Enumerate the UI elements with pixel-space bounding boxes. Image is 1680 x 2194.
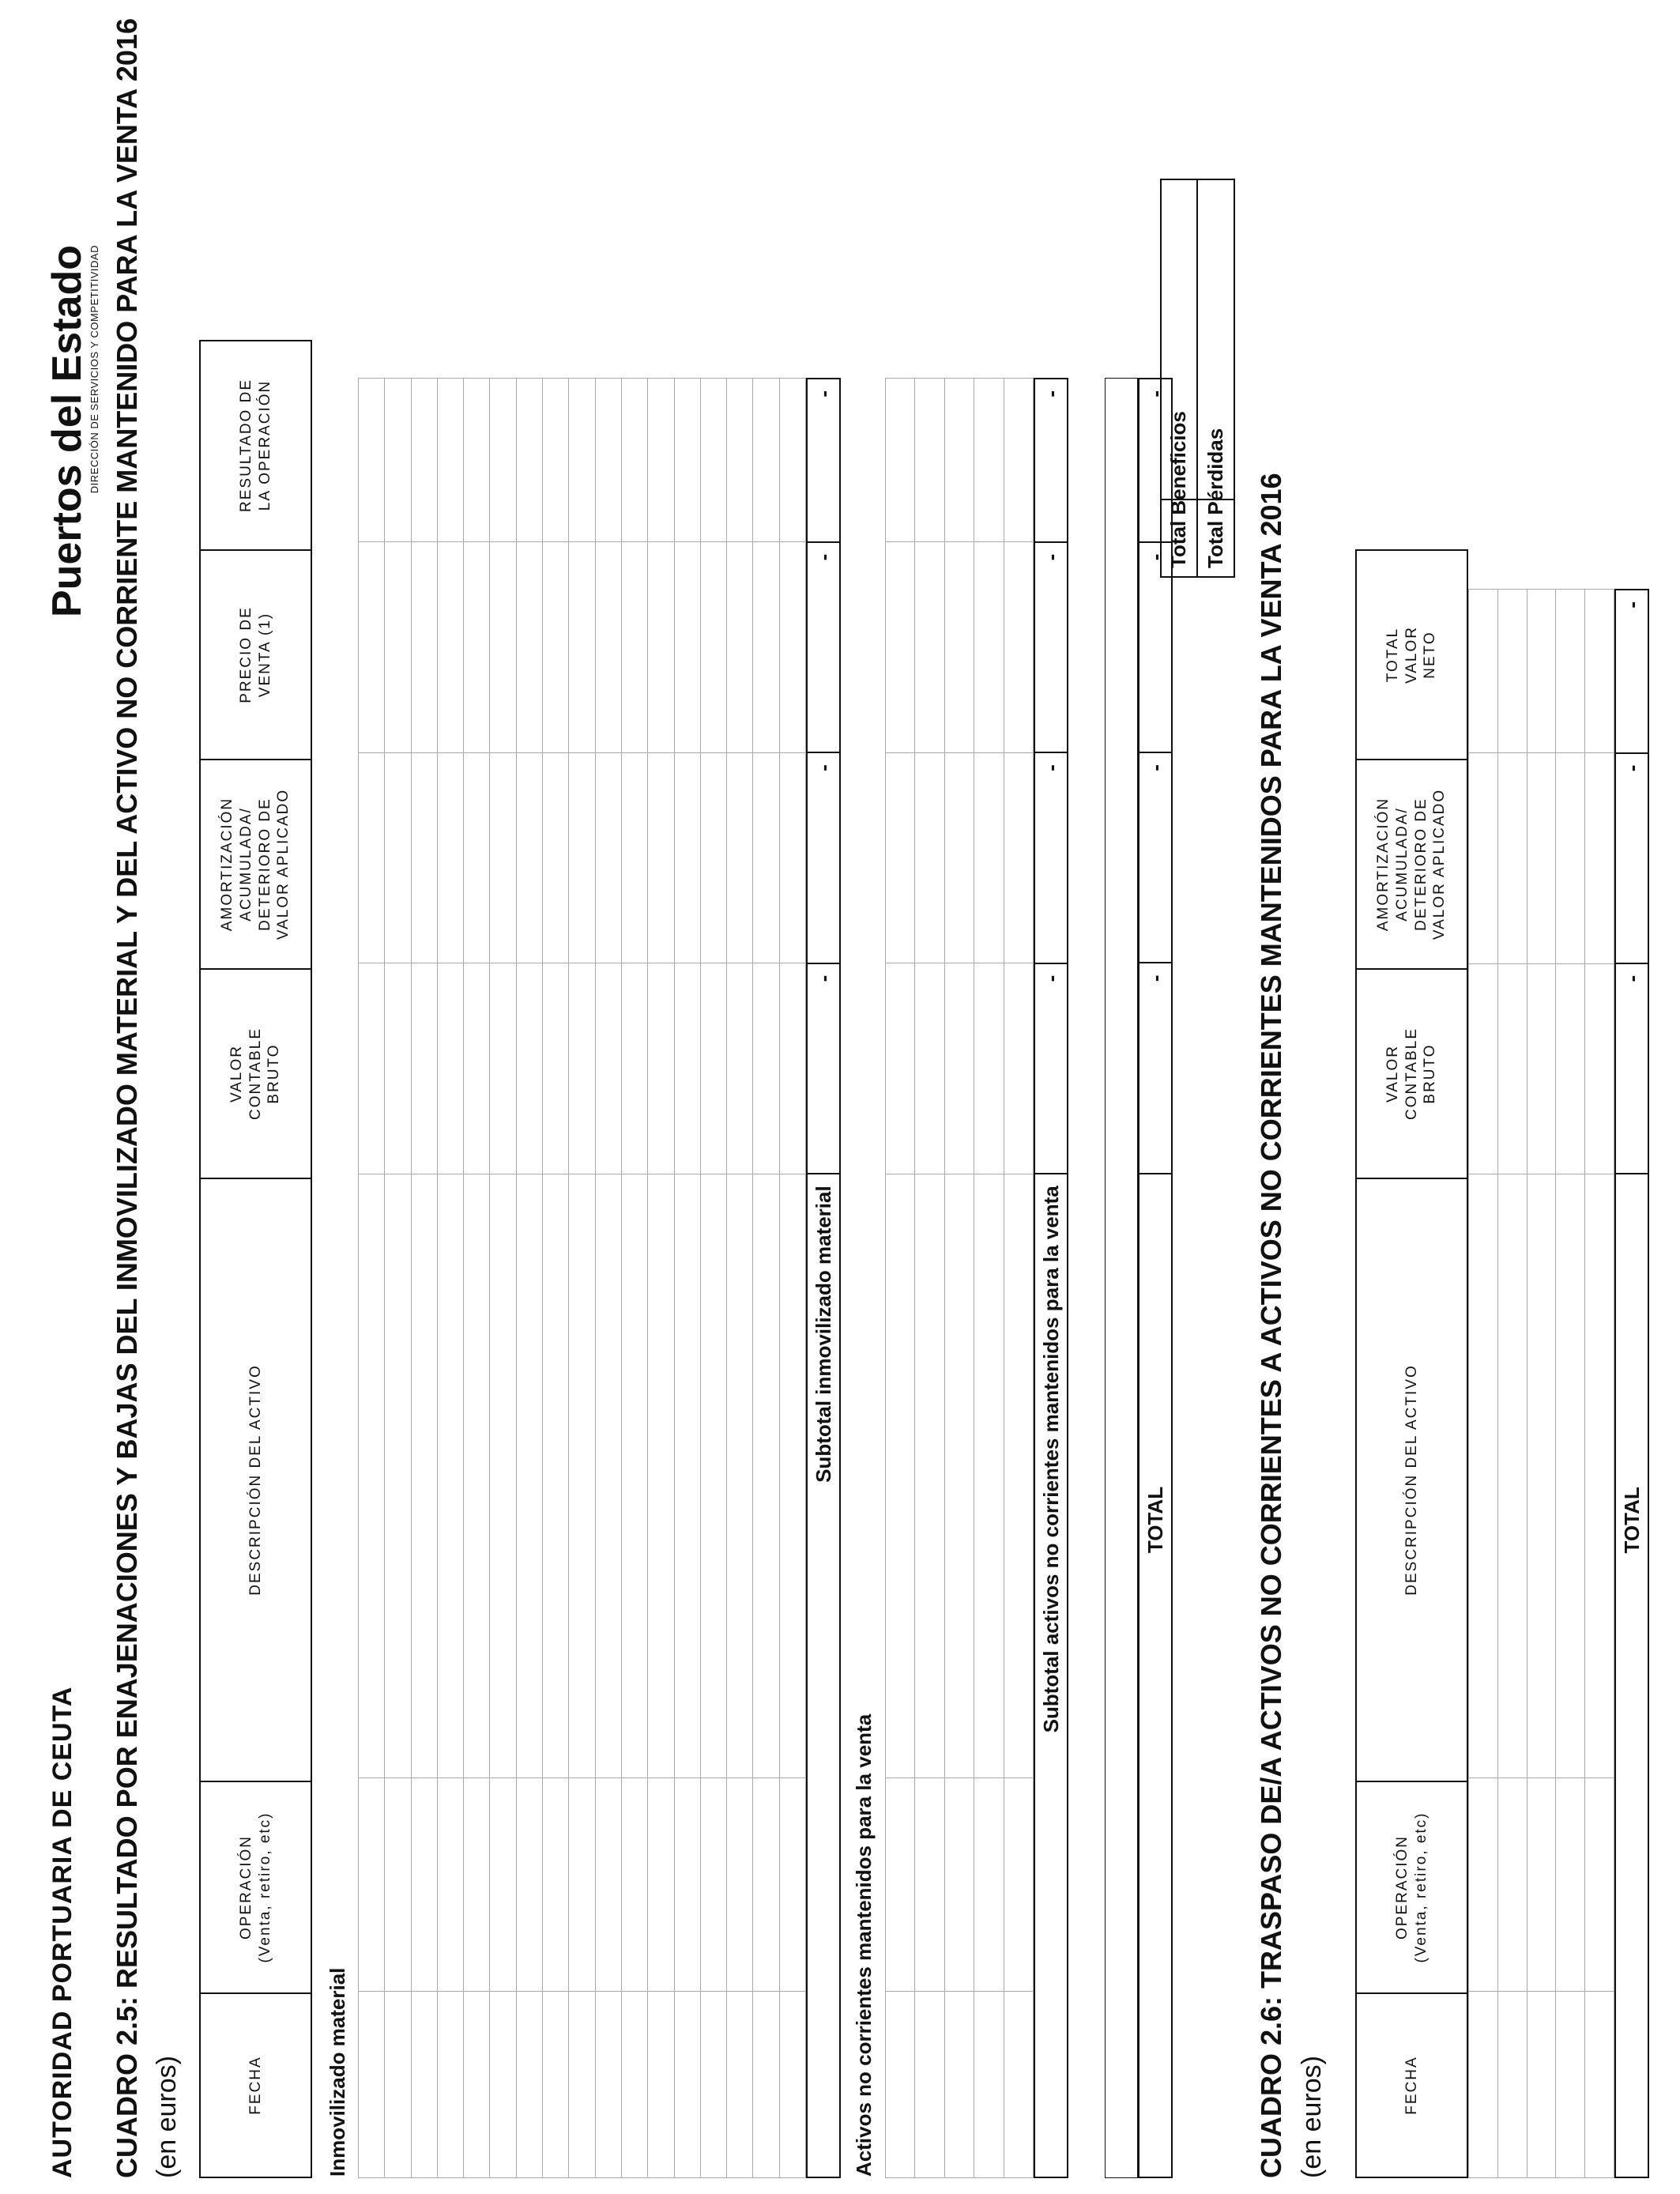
subtotal-inmovilizado-label: Subtotal inmovilizado material [811, 1186, 835, 1483]
col-operacion: OPERACIÓN (Venta, retiro, etc) [199, 1781, 312, 1994]
cuadro-2-5-units: (en euros) [152, 2056, 182, 2178]
subtotal-value: - [808, 379, 839, 543]
col-fecha: FECHA [199, 1992, 312, 2178]
subtotal-value: - [808, 543, 839, 754]
cuadro-2-6-rows [1468, 589, 1614, 2178]
total-blank-row [1105, 378, 1138, 2178]
total-value: - [1139, 963, 1171, 1174]
total-beneficios-row [1162, 180, 1198, 576]
col-valor-bruto: VALOR CONTABLE BRUTO [1355, 968, 1468, 1179]
brand-title: Puertos del Estado [44, 245, 90, 617]
total-value: - [1139, 543, 1171, 753]
col-descripcion: DESCRIPCIÓN DEL ACTIVO [1355, 1178, 1468, 1782]
subtotal-value: - [808, 753, 839, 964]
total-row [1138, 378, 1173, 2178]
subtotal-value: - [1035, 543, 1067, 754]
total-value: - [1616, 754, 1648, 964]
total-value: - [1616, 590, 1648, 754]
col-resultado: RESULTADO DE LA OPERACIÓN [199, 340, 312, 551]
beneficios-perdidas-box [1160, 179, 1235, 578]
inmovilizado-material-rows [358, 378, 806, 2178]
total-value: - [1139, 753, 1171, 963]
col-amortizacion: AMORTIZACIÓN ACUMULADA/ DETERIORO DE VALOR APLICADO [199, 759, 312, 970]
total-perdidas-value [1198, 180, 1234, 499]
subtotal-value: - [1035, 753, 1067, 964]
cuadro-2-5-header-row [199, 340, 312, 2178]
col-precio-venta: PRECIO DE VENTA (1) [199, 549, 312, 760]
section-inmovilizado-material: Inmovilizado material [326, 1967, 349, 2177]
subtotal-activos-label: Subtotal activos no corrientes mantenidos para la venta [1038, 1186, 1063, 1733]
total-beneficios-label: Total Beneficios [1162, 499, 1196, 576]
col-total-valor-neto: TOTAL VALOR NETO [1355, 549, 1468, 760]
cuadro-2-5-title: CUADRO 2.5: RESULTADO POR ENAJENACIONES Y BAJAS DEL INMOVILIZADO MATERIAL Y DEL ACTIVO NO CORRIENTE MANTENIDO PARA LA VENTA 2016 [111, 18, 143, 2178]
col-fecha: FECHA [1355, 1992, 1468, 2178]
cuadro-2-6-title: CUADRO 2.6: TRASPASO DE/A ACTIVOS NO CORRIENTES A ACTIVOS NO CORRIENTES MANTENIDOS PARA LA VENTA 2016 [1255, 473, 1287, 2178]
total-beneficios-value [1162, 180, 1196, 499]
cuadro-2-6-total-row [1614, 589, 1649, 2178]
col-descripcion: DESCRIPCIÓN DEL ACTIVO [199, 1178, 312, 1782]
activos-mantenidos-rows [885, 378, 1034, 2178]
col-operacion: OPERACIÓN (Venta, retiro, etc) [1355, 1781, 1468, 1994]
total-perdidas-label: Total Pérdidas [1198, 499, 1234, 576]
total-value: - [1139, 379, 1171, 543]
col-amortizacion: AMORTIZACIÓN ACUMULADA/ DETERIORO DE VALOR APLICADO [1355, 759, 1468, 970]
section-activos-mantenidos: Activos no corrientes mantenidos para la venta [852, 1713, 876, 2177]
subtotal-value: - [1035, 379, 1067, 543]
total-label: TOTAL [1619, 1487, 1644, 1554]
total-value: - [1616, 964, 1648, 1174]
cuadro-2-6-units: (en euros) [1297, 2056, 1327, 2178]
subtotal-inmovilizado-row [806, 378, 841, 2178]
subtotal-activos-row [1034, 378, 1068, 2178]
col-valor-bruto: VALOR CONTABLE BRUTO [199, 968, 312, 1179]
cuadro-2-6-header-row [1355, 549, 1468, 2178]
subtotal-value: - [808, 964, 839, 1175]
total-perdidas-row [1198, 180, 1234, 576]
brand-subtitle: DIRECCIÓN DE SERVICIOS Y COMPETITIVIDAD [89, 245, 100, 494]
subtotal-value: - [1035, 964, 1067, 1175]
total-label: TOTAL [1143, 1486, 1167, 1554]
authority-name: AUTORIDAD PORTUARIA DE CEUTA [47, 1686, 77, 2178]
